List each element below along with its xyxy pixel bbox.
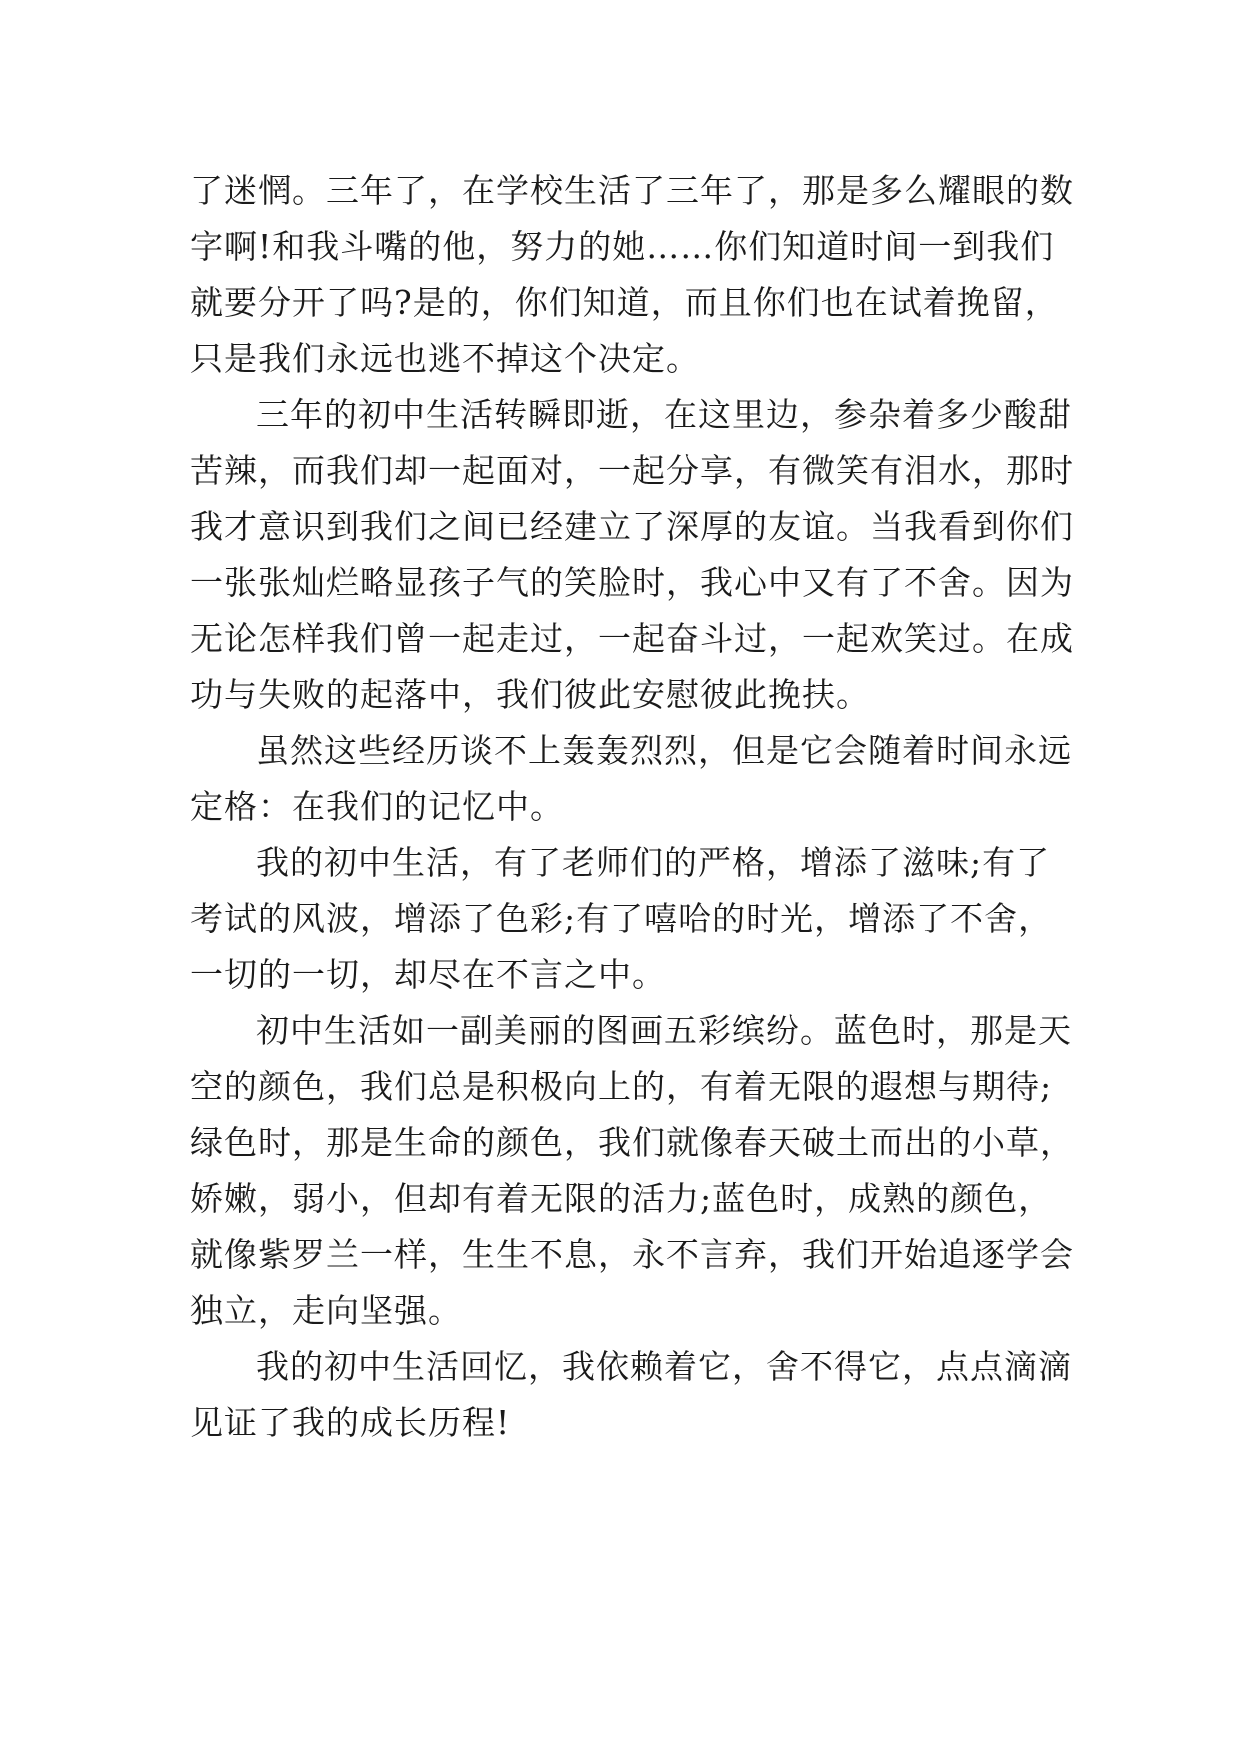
text-line: 无论怎样我们曾一起走过，一起奋斗过，一起欢笑过。在成 (190, 619, 1074, 658)
text-line: 绿色时，那是生命的颜色，我们就像春天破土而出的小草， (190, 1123, 1074, 1162)
text-line: 空的颜色，我们总是积极向上的，有着无限的遐想与期待; (190, 1067, 1053, 1106)
paragraph-first-line: 初中生活如一副美丽的图画五彩缤纷。蓝色时，那是天 (256, 1011, 1072, 1050)
text-line: 我才意识到我们之间已经建立了深厚的友谊。当我看到你们 (190, 507, 1074, 546)
text-line: 见证了我的成长历程! (190, 1403, 511, 1442)
text-line: 娇嫩，弱小，但却有着无限的活力;蓝色时，成熟的颜色， (190, 1179, 1053, 1218)
text-line: 就像紫罗兰一样，生生不息，永不言弃，我们开始追逐学会 (190, 1235, 1074, 1274)
text-line: 只是我们永远也逃不掉这个决定。 (190, 339, 700, 378)
paragraph-first-line: 三年的初中生活转瞬即逝，在这里边，参杂着多少酸甜 (256, 395, 1072, 434)
text-line: 一切的一切，却尽在不言之中。 (190, 955, 666, 994)
text-line: 考试的风波，增添了色彩;有了嘻哈的时光，增添了不舍， (190, 899, 1053, 938)
text-line: 字啊!和我斗嘴的他，努力的她……你们知道时间一到我们 (190, 227, 1055, 266)
text-line: 就要分开了吗?是的，你们知道，而且你们也在试着挽留， (190, 283, 1059, 322)
text-line: 独立，走向坚强。 (190, 1291, 462, 1330)
paragraph-first-line: 我的初中生活回忆，我依赖着它，舍不得它，点点滴滴 (256, 1347, 1072, 1386)
document-body (190, 163, 1074, 1451)
text-line: 定格：在我们的记忆中。 (190, 787, 564, 826)
text-line: 苦辣，而我们却一起面对，一起分享，有微笑有泪水，那时 (190, 451, 1074, 490)
text-line: 了迷惘。三年了，在学校生活了三年了，那是多么耀眼的数 (190, 171, 1074, 210)
paragraph-first-line: 我的初中生活，有了老师们的严格，增添了滋味;有了 (256, 843, 1051, 882)
text-line: 功与失败的起落中，我们彼此安慰彼此挽扶。 (190, 675, 870, 714)
paragraph-first-line: 虽然这些经历谈不上轰轰烈烈，但是它会随着时间永远 (256, 731, 1072, 770)
text-line: 一张张灿烂略显孩子气的笑脸时，我心中又有了不舍。因为 (190, 563, 1074, 602)
